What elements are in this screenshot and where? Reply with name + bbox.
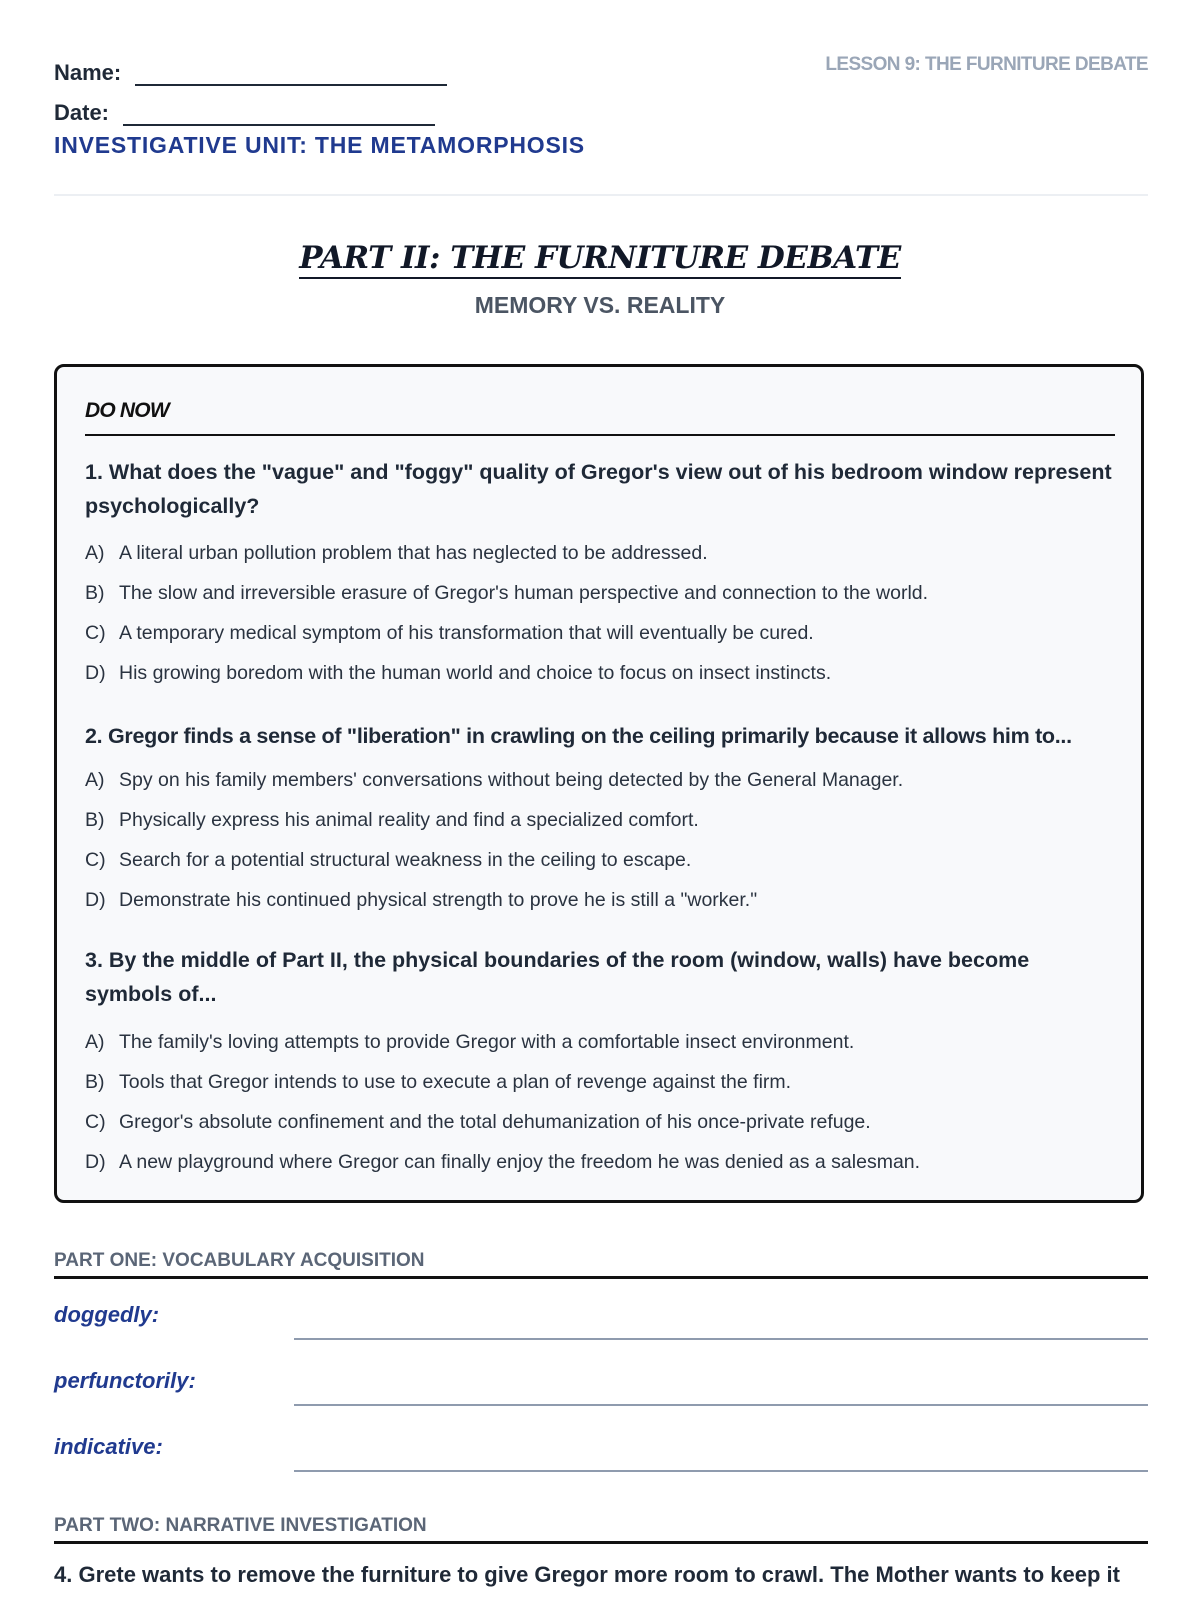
q3-option-a[interactable]	[85, 1029, 1125, 1055]
q2-option-b[interactable]	[85, 807, 1125, 833]
option-letter: B)	[85, 809, 105, 831]
worksheet-header	[54, 52, 1148, 192]
q3-option-b[interactable]	[85, 1069, 1125, 1095]
q2-option-a[interactable]	[85, 767, 1125, 793]
option-text: Demonstrate his continued physical strength to prove he is still a "worker."	[119, 889, 758, 911]
header-divider	[54, 194, 1148, 196]
option-text: Physically express his animal reality and find a specialized comfort.	[119, 809, 699, 831]
question-3: 3. By the middle of Part II, the physical boundaries of the room (window, walls) have become symbols of...	[85, 948, 1030, 1006]
date-row	[54, 92, 1148, 126]
option-text: Tools that Gregor intends to use to execute a plan of revenge against the firm.	[119, 1071, 792, 1093]
part-one-heading-text: PART ONE: VOCABULARY ACQUISITION	[54, 1250, 425, 1271]
date-label: Date:	[54, 100, 110, 125]
part-two-heading	[54, 1501, 1148, 1544]
option-text: The family's loving attempts to provide Gregor with a comfortable insect environment.	[119, 1031, 855, 1053]
date-field[interactable]	[123, 98, 435, 126]
option-letter: A)	[85, 542, 105, 564]
option-text: His growing boredom with the human world and choice to focus on insect instincts.	[119, 662, 832, 684]
vocab-answer-line[interactable]	[294, 1404, 1148, 1406]
vocab-word: perfunctorily:	[54, 1368, 196, 1393]
page-title	[0, 240, 1200, 276]
do-now-box	[54, 364, 1144, 1203]
vocab-item-indicative	[54, 1424, 1148, 1474]
vocab-item-doggedly	[54, 1292, 1148, 1342]
part-one-heading	[54, 1236, 1148, 1279]
option-letter: B)	[85, 582, 105, 604]
option-letter: C)	[85, 849, 106, 871]
q3-option-d[interactable]	[85, 1149, 1125, 1175]
q2-option-d[interactable]	[85, 887, 1125, 913]
q1-option-d[interactable]	[85, 660, 1125, 686]
vocab-answer-line[interactable]	[294, 1470, 1148, 1472]
option-text: Search for a potential structural weakness in the ceiling to escape.	[119, 849, 692, 871]
q1-option-b[interactable]	[85, 580, 1125, 606]
vocab-item-perfunctorily	[54, 1358, 1148, 1408]
vocab-word: doggedly:	[54, 1302, 160, 1327]
option-letter: D)	[85, 662, 106, 684]
q2-option-c[interactable]	[85, 847, 1125, 873]
question-1: 1. What does the "vague" and "foggy" quality of Gregor's view out of his bedroom window represent psychologically?	[85, 460, 1112, 518]
option-text: Spy on his family members' conversations without being detected by the General Manager.	[119, 769, 904, 791]
option-letter: D)	[85, 1151, 106, 1173]
vocab-answer-line[interactable]	[294, 1338, 1148, 1340]
option-letter: A)	[85, 1031, 105, 1053]
page-title-text: PART II: THE FURNITURE DEBATE	[299, 240, 900, 279]
option-text: A new playground where Gregor can finally enjoy the freedom he was denied as a salesman.	[119, 1151, 921, 1173]
option-letter: D)	[85, 889, 106, 911]
question-2: 2. Gregor finds a sense of "liberation" in crawling on the ceiling primarily because it allows him to...	[85, 724, 1072, 748]
option-letter: C)	[85, 1111, 106, 1133]
q1-option-a[interactable]	[85, 540, 1125, 566]
option-text: A temporary medical symptom of his transformation that will eventually be cured.	[119, 622, 814, 644]
part-two-heading-text: PART TWO: NARRATIVE INVESTIGATION	[54, 1515, 427, 1536]
option-letter: C)	[85, 622, 106, 644]
option-text: A literal urban pollution problem that has neglected to be addressed.	[119, 542, 708, 564]
question-4: 4. Grete wants to remove the furniture to give Gregor more room to crawl. The Mother wants to keep it	[54, 1562, 1120, 1587]
q1-option-c[interactable]	[85, 620, 1125, 646]
vocab-word: indicative:	[54, 1434, 163, 1459]
lesson-label: LESSON 9: THE FURNITURE DEBATE	[825, 54, 1148, 75]
page-subtitle: MEMORY VS. REALITY	[474, 292, 726, 318]
option-text: Gregor's absolute confinement and the total dehumanization of his once-private refuge.	[119, 1111, 871, 1133]
do-now-title: DO NOW	[85, 399, 169, 422]
option-text: The slow and irreversible erasure of Gregor's human perspective and connection to the world.	[119, 582, 929, 604]
name-field[interactable]	[135, 58, 447, 86]
q3-option-c[interactable]	[85, 1109, 1125, 1135]
unit-title: INVESTIGATIVE UNIT: THE METAMORPHOSIS	[54, 132, 585, 158]
option-letter: B)	[85, 1071, 105, 1093]
do-now-divider	[85, 434, 1115, 436]
name-label: Name:	[54, 60, 122, 85]
option-letter: A)	[85, 769, 105, 791]
